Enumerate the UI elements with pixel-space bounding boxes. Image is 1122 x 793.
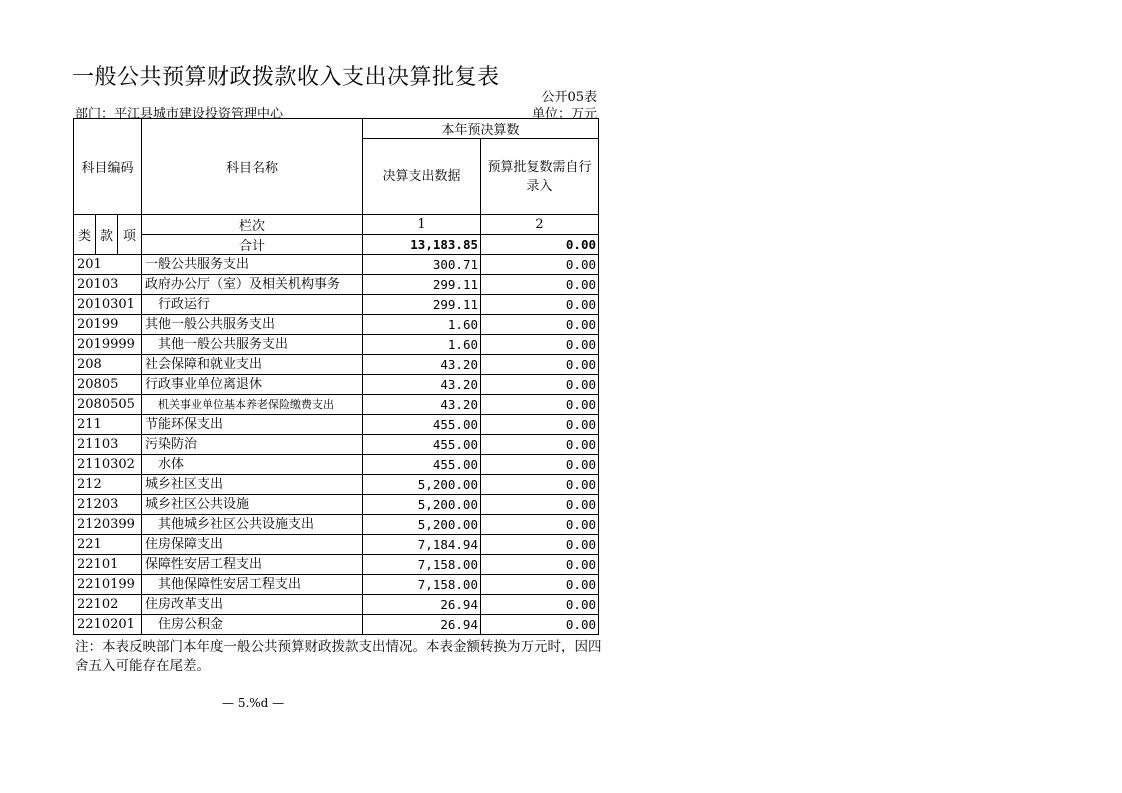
- budget-approval-value: 0.00: [481, 355, 599, 375]
- subject-name: 节能环保支出: [142, 415, 363, 435]
- subject-code: 22101: [74, 555, 142, 575]
- budget-approval-value: 0.00: [481, 315, 599, 335]
- table-row: [74, 335, 599, 355]
- budget-approval-value: 0.00: [481, 395, 599, 415]
- table-row: [74, 535, 599, 555]
- header-lanci-2: 2: [481, 215, 599, 235]
- final-expenditure-value: 5,200.00: [363, 515, 481, 535]
- subject-name: 污染防治: [142, 435, 363, 455]
- final-expenditure-value: 299.11: [363, 295, 481, 315]
- form-code: 公开05表: [541, 90, 597, 105]
- table-note: 注：本表反映部门本年度一般公共预算财政拨款支出情况。本表金额转换为万元时，因四舍五入可能存在尾差。: [75, 639, 602, 674]
- final-expenditure-value: 7,184.94: [363, 535, 481, 555]
- table-row: [74, 315, 599, 335]
- subject-name: 住房改革支出: [142, 595, 363, 615]
- final-expenditure-value: 26.94: [363, 615, 481, 635]
- subject-code: 20199: [74, 315, 142, 335]
- table-row: [74, 395, 599, 415]
- header-subject-name: 科目名称: [142, 119, 363, 215]
- subject-name: 其他一般公共服务支出: [142, 315, 363, 335]
- header-col1: 决算支出数据: [363, 139, 481, 215]
- total-label: 合计: [142, 235, 363, 255]
- subject-name: 其他保障性安居工程支出: [142, 575, 363, 595]
- table-row: [74, 575, 599, 595]
- final-expenditure-value: 5,200.00: [363, 475, 481, 495]
- table-row: [74, 355, 599, 375]
- subject-name: 其他一般公共服务支出: [142, 335, 363, 355]
- budget-approval-value: 0.00: [481, 455, 599, 475]
- subject-code: 2110302: [74, 455, 142, 475]
- table-row: [74, 255, 599, 275]
- budget-approval-value: 0.00: [481, 435, 599, 455]
- header-lanci-1: 1: [363, 215, 481, 235]
- table-row: [74, 455, 599, 475]
- subject-name: 住房公积金: [142, 615, 363, 635]
- subject-name: 保障性安居工程支出: [142, 555, 363, 575]
- subject-name: 水体: [142, 455, 363, 475]
- final-expenditure-value: 5,200.00: [363, 495, 481, 515]
- subject-code: 2210201: [74, 615, 142, 635]
- table-row: [74, 495, 599, 515]
- subject-code: 2080505: [74, 395, 142, 415]
- final-expenditure-value: 455.00: [363, 415, 481, 435]
- header-col2: 预算批复数需自行录入: [481, 139, 599, 215]
- subject-code: 2010301: [74, 295, 142, 315]
- budget-approval-value: 0.00: [481, 475, 599, 495]
- subject-code: 212: [74, 475, 142, 495]
- subject-code: 21103: [74, 435, 142, 455]
- final-expenditure-value: 455.00: [363, 435, 481, 455]
- subject-name: 行政事业单位离退休: [142, 375, 363, 395]
- budget-approval-value: 0.00: [481, 275, 599, 295]
- final-expenditure-value: 300.71: [363, 255, 481, 275]
- subject-name: 一般公共服务支出: [142, 255, 363, 275]
- total-value-2: 0.00: [481, 235, 599, 255]
- subject-code: 208: [74, 355, 142, 375]
- budget-approval-value: 0.00: [481, 535, 599, 555]
- subject-code: 22102: [74, 595, 142, 615]
- final-expenditure-value: 43.20: [363, 375, 481, 395]
- table-row: [74, 595, 599, 615]
- final-expenditure-value: 26.94: [363, 595, 481, 615]
- budget-approval-value: 0.00: [481, 415, 599, 435]
- subject-name: 其他城乡社区公共设施支出: [142, 515, 363, 535]
- table-row: [74, 515, 599, 535]
- page-title: 一般公共预算财政拨款收入支出决算批复表: [72, 65, 500, 90]
- budget-approval-value: 0.00: [481, 575, 599, 595]
- budget-approval-value: 0.00: [481, 555, 599, 575]
- header-lei: 类: [74, 215, 96, 255]
- budget-approval-value: 0.00: [481, 335, 599, 355]
- table-row: [74, 615, 599, 635]
- header-kuan: 款: [96, 215, 118, 255]
- subject-code: 20805: [74, 375, 142, 395]
- budget-approval-value: 0.00: [481, 515, 599, 535]
- table-row: [74, 275, 599, 295]
- table-row: [74, 435, 599, 455]
- final-expenditure-value: 1.60: [363, 335, 481, 355]
- subject-name: 社会保障和就业支出: [142, 355, 363, 375]
- subject-code: 2210199: [74, 575, 142, 595]
- subject-name: 住房保障支出: [142, 535, 363, 555]
- budget-approval-value: 0.00: [481, 255, 599, 275]
- table-row: [74, 295, 599, 315]
- header-code-group: 科目编码: [74, 119, 142, 215]
- header-amount-group: 本年预决算数: [363, 119, 599, 139]
- budget-approval-value: 0.00: [481, 295, 599, 315]
- subject-name: 行政运行: [142, 295, 363, 315]
- final-expenditure-value: 299.11: [363, 275, 481, 295]
- table-row: [74, 555, 599, 575]
- page-number: — 5.%d —: [222, 696, 285, 710]
- subject-code: 211: [74, 415, 142, 435]
- department-label: 部门：平江县城市建设投资管理中心: [75, 107, 284, 122]
- final-expenditure-value: 43.20: [363, 395, 481, 415]
- table-row: [74, 475, 599, 495]
- budget-table: [73, 118, 599, 635]
- table-row: [74, 415, 599, 435]
- budget-approval-value: 0.00: [481, 375, 599, 395]
- final-expenditure-value: 7,158.00: [363, 555, 481, 575]
- subject-code: 201: [74, 255, 142, 275]
- final-expenditure-value: 7,158.00: [363, 575, 481, 595]
- subject-code: 2120399: [74, 515, 142, 535]
- subject-code: 2019999: [74, 335, 142, 355]
- budget-approval-value: 0.00: [481, 595, 599, 615]
- unit-label: 单位：万元: [531, 107, 597, 122]
- total-value-1: 13,183.85: [363, 235, 481, 255]
- subject-name: 城乡社区支出: [142, 475, 363, 495]
- subject-code: 21203: [74, 495, 142, 515]
- header-lanci: 栏次: [142, 215, 363, 235]
- budget-approval-value: 0.00: [481, 495, 599, 515]
- final-expenditure-value: 43.20: [363, 355, 481, 375]
- final-expenditure-value: 455.00: [363, 455, 481, 475]
- subject-code: 221: [74, 535, 142, 555]
- final-expenditure-value: 1.60: [363, 315, 481, 335]
- subject-name: 政府办公厅（室）及相关机构事务: [142, 275, 363, 295]
- subject-code: 20103: [74, 275, 142, 295]
- table-row: [74, 375, 599, 395]
- header-xiang: 项: [118, 215, 142, 255]
- budget-approval-value: 0.00: [481, 615, 599, 635]
- subject-name: 机关事业单位基本养老保险缴费支出: [142, 395, 363, 415]
- subject-name: 城乡社区公共设施: [142, 495, 363, 515]
